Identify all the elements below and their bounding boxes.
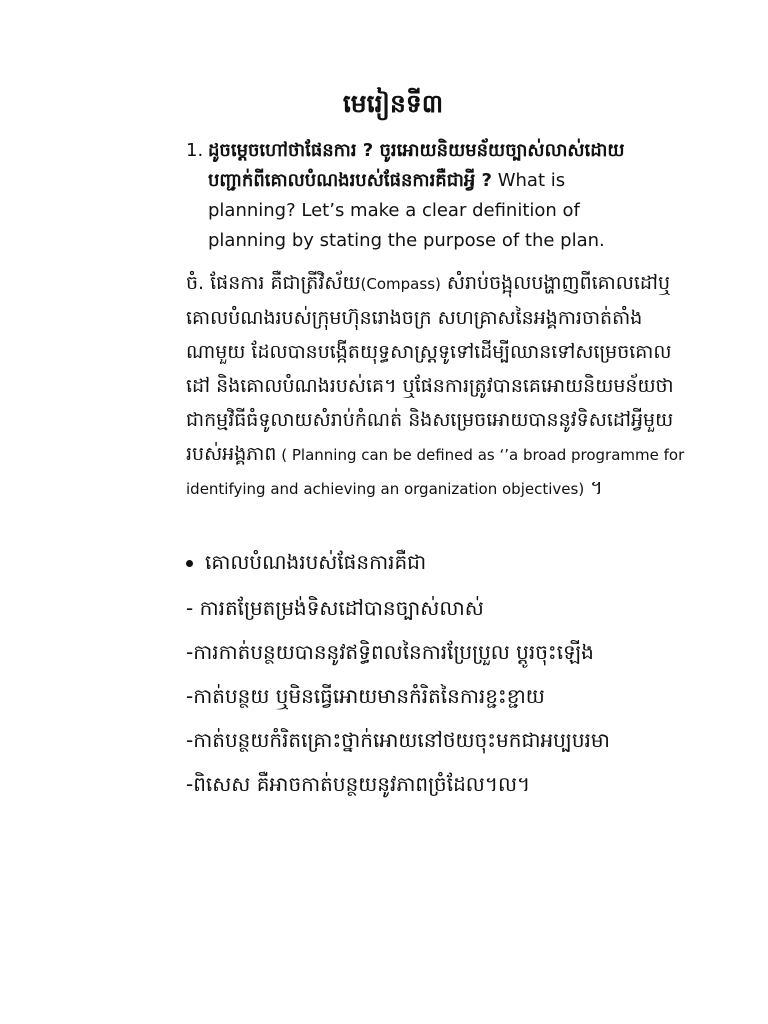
purpose-heading-row [186, 542, 426, 582]
purpose-heading: គោលបំណងរបស់ផែនការគឺជា [205, 550, 427, 574]
answer-end-mark: ។ [584, 477, 603, 499]
question-text [208, 136, 648, 256]
lesson-title: មេរៀនទី៣ [342, 89, 444, 118]
question-khmer: ដូចម្តេចហៅថាផែនការ ? ចូរអោយនិយមន័យច្បាស់លាស់ដោយបញ្ជាក់ពីគោលបំណងរបស់ផែនការគឺជាអ្វី ? [208, 140, 625, 191]
answer-body: សំរាប់ចង្អុលបង្ហាញពីគោលដៅឬគោលបំណងរបស់ក្រុមហ៊ុនរោងចក្រ សហគ្រាសនៃអង្គការចាត់តាំងណាមួយ ដែលបានបង្កើតយុទ្ធសាស្ត្រទូទៅដើម្បីឈានទៅសម្រេចគោល ដៅ និងគោលបំណងរបស់គេ។ ឬផែនការត្រូវបានគេអោយនិយមន័យថា ជាកម្មវិធីធំទូលាយសំរាប់កំណត់ និងសម្រេចអោយបាននូវទិសដៅអ្វីមួយ របស់អង្គភាព [186, 272, 674, 465]
list-item: -ពិសេស គឺអាចកាត់បន្ថយនូវភាពច្រំដែល។ល។ [186, 772, 531, 796]
answer-english: ( Planning can be defined as ‘’a broad programme for identifying and achieving an organization objectives) [186, 446, 685, 498]
answer-prefix: ចំ. ផែនការ គឺជាត្រីវិស័យ [186, 272, 361, 294]
list-item: -ការកាត់បន្ថយបាននូវឥទ្ធិពលនៃការប្រែប្រួល ប្តូរចុះឡើង [186, 640, 594, 664]
question-english: What is planning? Let’s make a clear definition of planning by stating the purpose of the plan. [208, 170, 605, 251]
bullet-icon [186, 560, 193, 567]
answer-compass: (Compass) [360, 275, 441, 293]
list-item: -កាត់បន្ថយកំរិតគ្រោះថ្នាក់អោយនៅថយចុះមកជាអប្បបរមា [186, 728, 610, 752]
answer-paragraph [186, 266, 686, 505]
list-item: - ការតម្រែតម្រង់ទិសដៅបានច្បាស់លាស់ [186, 596, 484, 620]
question-number: 1. [186, 140, 204, 161]
list-item: -កាត់បន្ថយ ឬមិនធ្វើអោយមានកំរិតនៃការខ្ជះខ្ជាយ [186, 684, 545, 708]
